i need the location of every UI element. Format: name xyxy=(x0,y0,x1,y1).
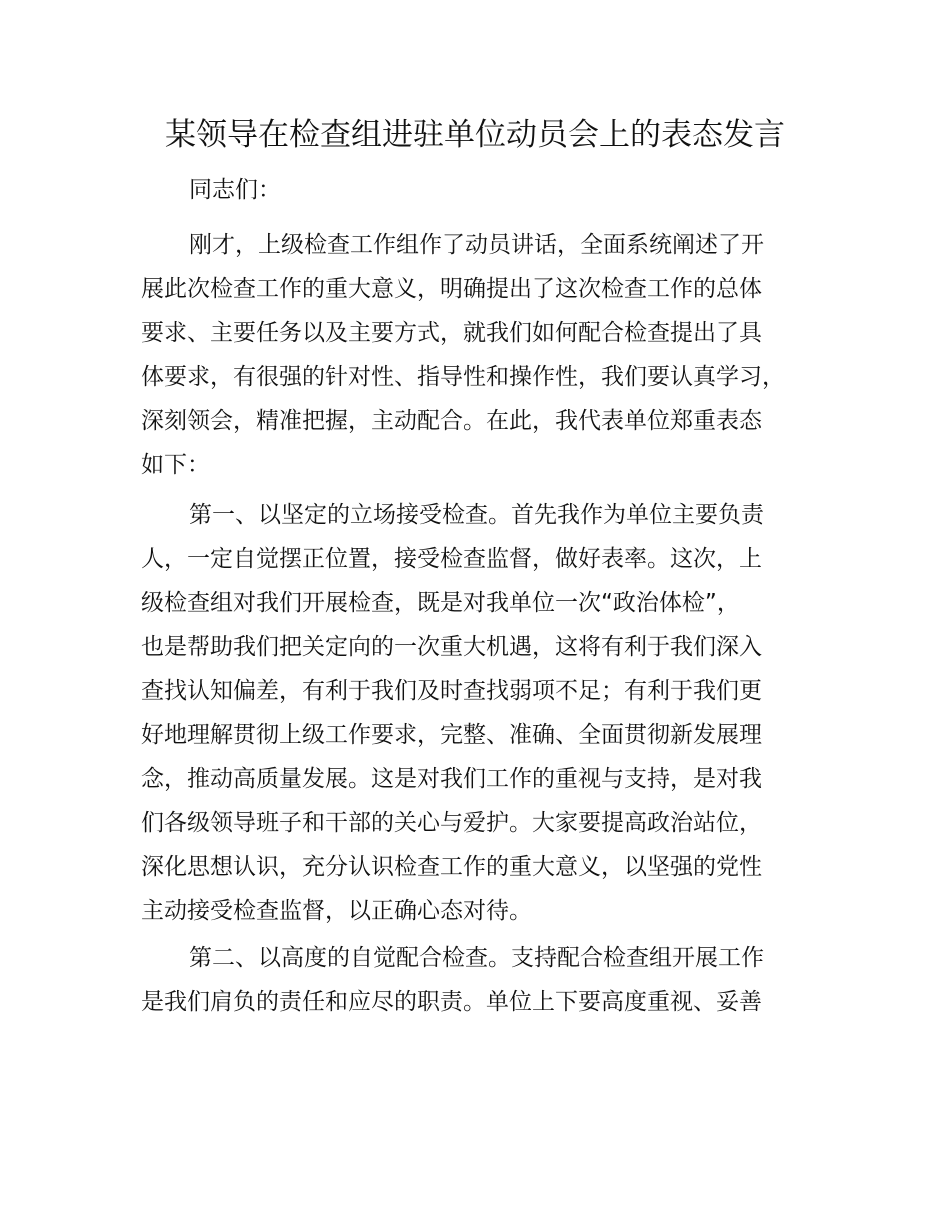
paragraph-line: 查找认知偏差，有利于我们及时查找弱项不足；有利于我们更 xyxy=(141,678,762,704)
paragraph-line: 第二、以高度的自觉配合检查。支持配合检查组开展工作 xyxy=(189,945,764,971)
paragraph-line: 念，推动高质量发展。这是对我们工作的重视与支持，是对我 xyxy=(141,766,762,792)
paragraph-line: 们各级领导班子和干部的关心与爱护。大家要提高政治站位， xyxy=(141,810,762,836)
paragraph-line: 主动接受检查监督，以正确心态对待。 xyxy=(141,898,532,924)
paragraph-line: 第一、以坚定的立场接受检查。首先我作为单位主要负责 xyxy=(189,502,764,528)
paragraph-line: 如下： xyxy=(141,452,210,478)
paragraph-1 xyxy=(141,223,841,487)
paragraph-line: 深刻领会，精准把握，主动配合。在此，我代表单位郑重表态 xyxy=(141,408,762,434)
paragraph-line: 好地理解贯彻上级工作要求，完整、准确、全面贯彻新发展理 xyxy=(141,722,762,748)
paragraph-line: 要求、主要任务以及主要方式，就我们如何配合检查提出了具 xyxy=(141,320,762,346)
paragraph-2 xyxy=(141,493,841,933)
paragraph-line: 人，一定自觉摆正位置，接受检查监督，做好表率。这次，上 xyxy=(141,546,762,572)
paragraph-line: 是我们肩负的责任和应尽的职责。单位上下要高度重视、妥善 xyxy=(141,989,762,1015)
paragraph-3 xyxy=(141,936,841,1024)
paragraph-line: 刚才，上级检查工作组作了动员讲话，全面系统阐述了开 xyxy=(189,232,764,258)
paragraph-line: 深化思想认识，充分认识检查工作的重大意义，以坚强的党性 xyxy=(141,854,762,880)
greeting: 同志们： xyxy=(189,177,281,203)
paragraph-line: 体要求，有很强的针对性、指导性和操作性，我们要认真学习， xyxy=(141,364,785,390)
paragraph-line: 展此次检查工作的重大意义，明确提出了这次检查工作的总体 xyxy=(141,276,762,302)
document-title: 某领导在检查组进驻单位动员会上的表态发言 xyxy=(165,117,785,153)
paragraph-line: 级检查组对我们开展检查，既是对我单位一次“政治体检”， xyxy=(141,590,740,616)
paragraph-line: 也是帮助我们把关定向的一次重大机遇，这将有利于我们深入 xyxy=(141,634,762,660)
